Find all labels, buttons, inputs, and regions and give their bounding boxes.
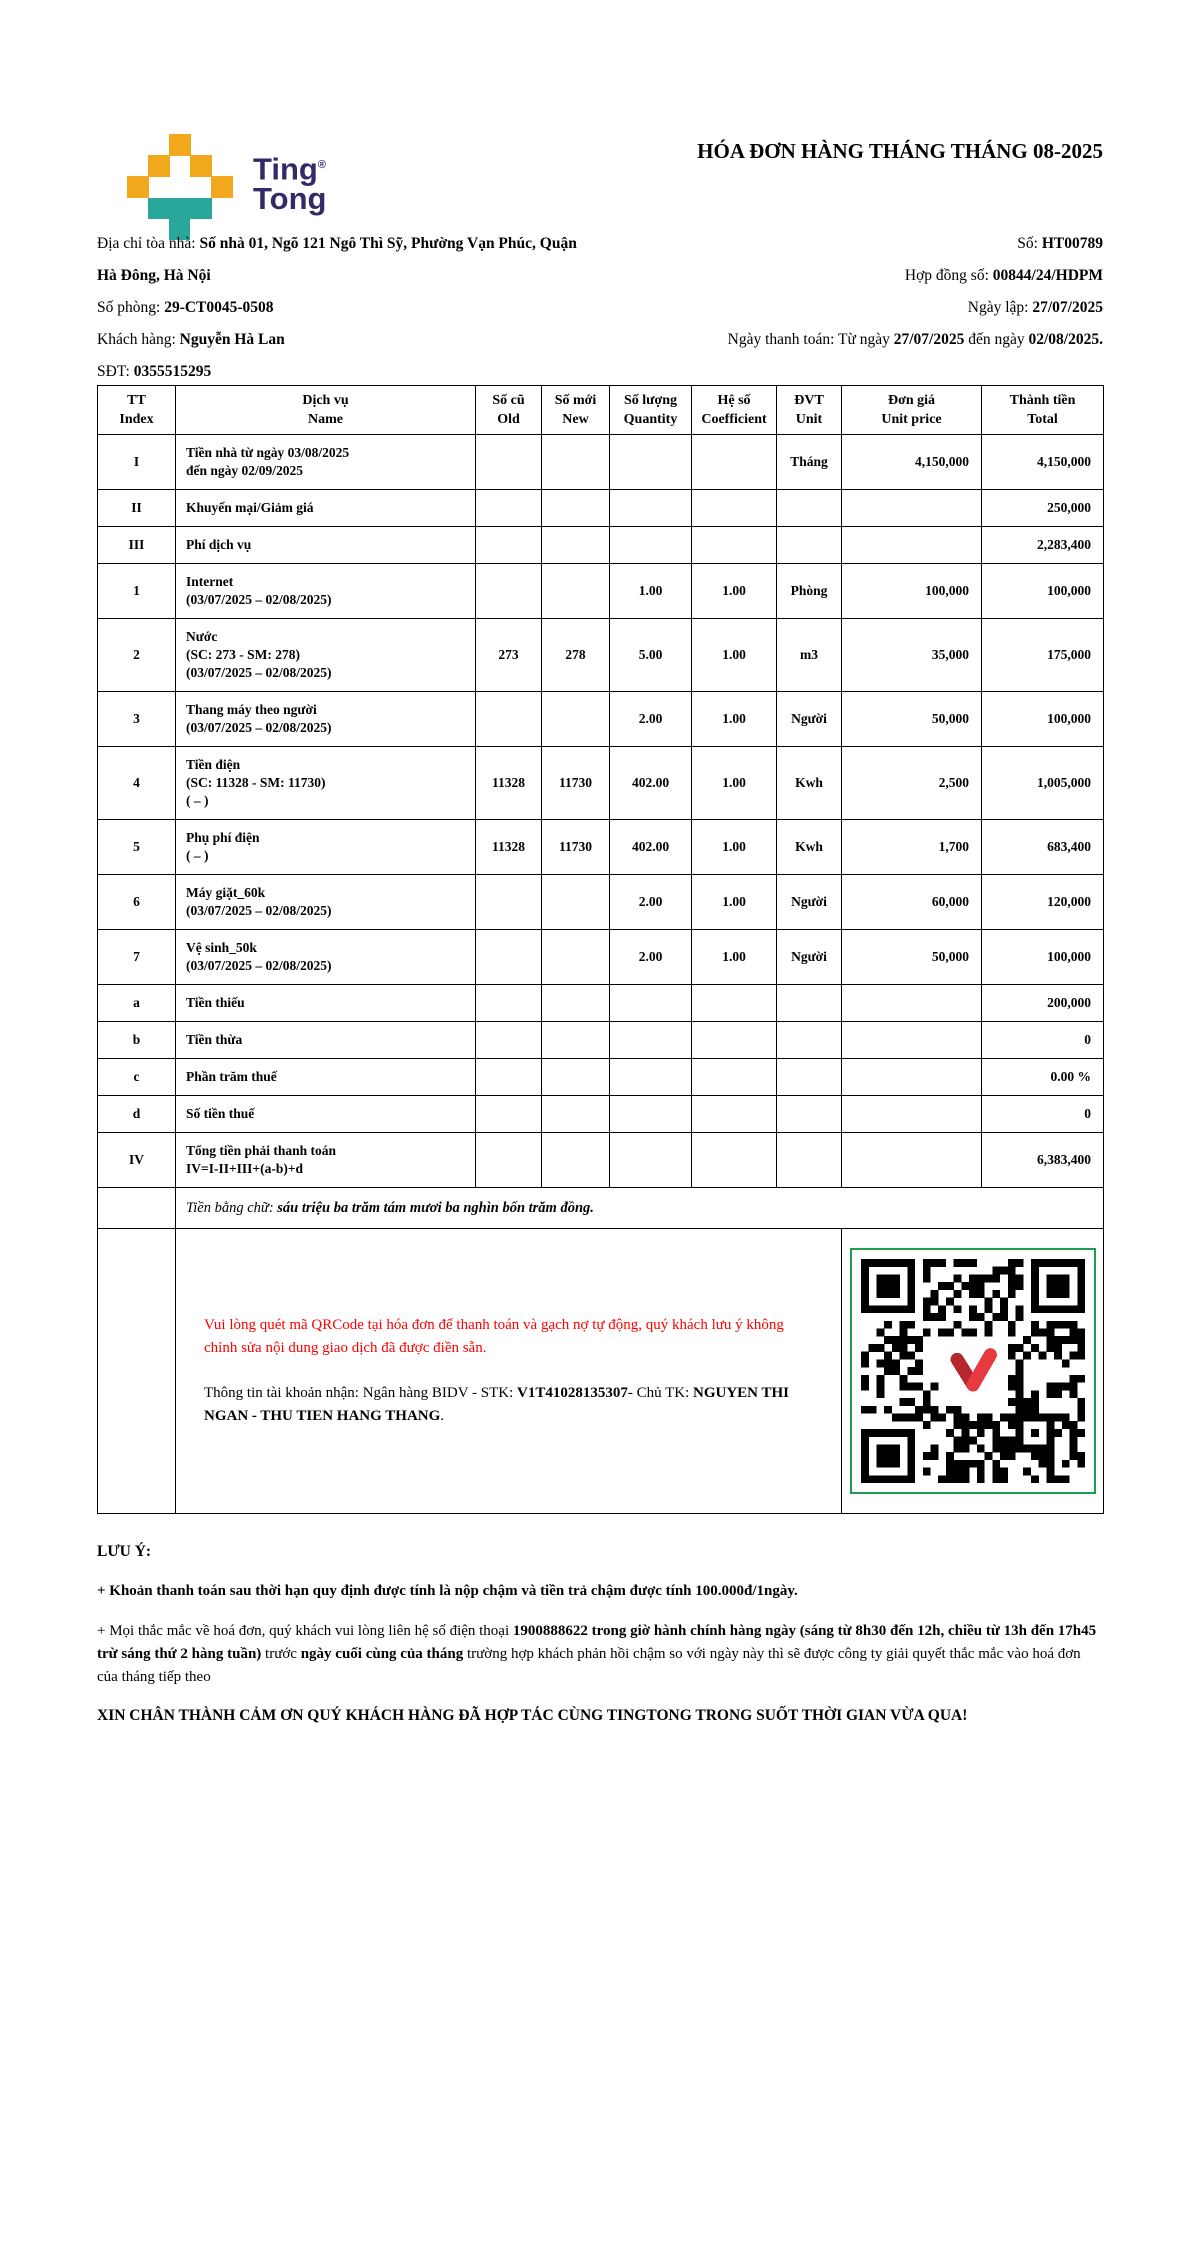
cell-new-reading — [542, 1096, 610, 1133]
cell-coefficient: 1.00 — [692, 820, 777, 875]
cell-unit — [777, 1022, 842, 1059]
meta-line — [608, 324, 1103, 356]
cell-service-name — [176, 1133, 476, 1188]
cell-old-reading — [476, 435, 542, 490]
cell-coefficient — [692, 985, 777, 1022]
qr-code-image — [861, 1259, 1085, 1483]
cell-quantity — [610, 1096, 692, 1133]
cell-unit: Người — [777, 875, 842, 930]
cell-unit: Tháng — [777, 435, 842, 490]
service-name-line: ( – ) — [186, 848, 209, 863]
cell-quantity — [610, 527, 692, 564]
table-row — [98, 1022, 1104, 1059]
cell-coefficient: 1.00 — [692, 692, 777, 747]
cell-old-reading — [476, 1022, 542, 1059]
meta-line — [97, 228, 587, 292]
cell-unit — [777, 1133, 842, 1188]
table-header-row — [98, 386, 1104, 435]
cell-unit-price — [842, 985, 982, 1022]
cell-unit — [777, 490, 842, 527]
column-header-line: Số cũ — [492, 393, 525, 408]
column-header — [610, 386, 692, 435]
text-segment: SĐT: — [97, 363, 134, 380]
cell-unit: Người — [777, 692, 842, 747]
text-segment: Ngày thanh toán: Từ ngày — [727, 331, 894, 348]
table-row — [98, 564, 1104, 619]
cell-quantity: 5.00 — [610, 619, 692, 692]
column-header — [176, 386, 476, 435]
notes-section — [97, 1540, 1103, 1727]
service-name-line: Khuyến mại/Giảm giá — [186, 500, 314, 515]
column-header — [777, 386, 842, 435]
text-segment: Số nhà 01, Ngõ 121 Ngô Thì Sỹ, Phường Vạn Phúc, Quận Hà Đông, Hà Nội — [97, 235, 577, 284]
thanks-note: XIN CHÂN THÀNH CẢM ƠN QUÝ KHÁCH HÀNG ĐÃ HỢP TÁC CÙNG TINGTONG TRONG SUỐT THỜI GIAN VỪA QUA! — [97, 1707, 968, 1724]
cell-old-reading — [476, 490, 542, 527]
payment-qr-code — [850, 1248, 1096, 1494]
cell-index: b — [98, 1022, 176, 1059]
meta-line — [608, 292, 1103, 324]
cell-unit: Người — [777, 930, 842, 985]
cell-unit-price — [842, 527, 982, 564]
column-header-line: Thành tiền — [1009, 393, 1076, 408]
cell-coefficient — [692, 1059, 777, 1096]
cell-coefficient: 1.00 — [692, 619, 777, 692]
cell-new-reading — [542, 564, 610, 619]
cell-old-reading — [476, 1059, 542, 1096]
cell-unit-price: 35,000 — [842, 619, 982, 692]
column-header — [98, 386, 176, 435]
cell-coefficient — [692, 1022, 777, 1059]
cell-total: 200,000 — [982, 985, 1104, 1022]
text-segment: - Chủ TK: — [627, 1385, 694, 1401]
service-name-line: IV=I-II+III+(a-b)+d — [186, 1161, 304, 1176]
cell-total: 1,005,000 — [982, 747, 1104, 820]
cell-service-name — [176, 564, 476, 619]
cell-coefficient: 1.00 — [692, 930, 777, 985]
cell-new-reading: 11730 — [542, 820, 610, 875]
text-segment: 1900888622 trong giờ hành chính hàng ngày (sáng từ 8h30 đến 12h, chiều từ 13h đến 17h45 trừ sáng thứ 2 hàng tuần) — [97, 1623, 1097, 1662]
meta-line — [97, 324, 587, 356]
cell-service-name — [176, 619, 476, 692]
logo-square — [148, 155, 170, 177]
cell-service-name — [176, 875, 476, 930]
table-row — [98, 930, 1104, 985]
account-info — [204, 1382, 811, 1428]
text-segment: Nguyễn Hà Lan — [179, 331, 285, 348]
meta-line — [608, 228, 1103, 260]
cell-quantity — [610, 490, 692, 527]
empty-cell — [98, 1188, 176, 1229]
cell-coefficient: 1.00 — [692, 747, 777, 820]
cell-quantity: 402.00 — [610, 820, 692, 875]
cell-unit-price: 1,700 — [842, 820, 982, 875]
logo-square — [211, 176, 233, 198]
cell-quantity — [610, 435, 692, 490]
service-name-line: ( – ) — [186, 793, 209, 808]
service-name-line: Máy giặt_60k — [186, 885, 266, 900]
invoice-info — [608, 228, 1103, 388]
meta-line — [608, 260, 1103, 292]
service-name-line: (03/07/2025 – 02/08/2025) — [186, 720, 332, 735]
service-name-line: Phí dịch vụ — [186, 537, 252, 552]
cell-total: 100,000 — [982, 930, 1104, 985]
amount-in-words-cell — [176, 1188, 1104, 1229]
logo-bar — [148, 198, 212, 219]
text-segment: NGUYEN THI NGAN - THU TIEN HANG THANG — [204, 1385, 790, 1424]
cell-total: 683,400 — [982, 820, 1104, 875]
cell-unit-price — [842, 1096, 982, 1133]
service-name-line: (SC: 11328 - SM: 11730) — [186, 775, 326, 790]
cell-service-name — [176, 490, 476, 527]
service-name-line: (SC: 273 - SM: 278) — [186, 647, 300, 662]
amount-in-words-value: sáu triệu ba trăm tám mươi ba nghìn bốn trăm đồng. — [277, 1200, 594, 1216]
column-header-line: Số lượng — [623, 393, 678, 408]
cell-new-reading — [542, 490, 610, 527]
cell-index: c — [98, 1059, 176, 1096]
cell-unit-price: 4,150,000 — [842, 435, 982, 490]
table-row — [98, 985, 1104, 1022]
cell-new-reading: 278 — [542, 619, 610, 692]
cell-service-name — [176, 930, 476, 985]
cell-old-reading — [476, 564, 542, 619]
cell-new-reading — [542, 1022, 610, 1059]
text-segment: V1T41028135307 — [517, 1385, 628, 1401]
empty-cell — [98, 1229, 176, 1514]
logo-square — [169, 134, 191, 156]
cell-quantity: 1.00 — [610, 564, 692, 619]
cell-new-reading — [542, 435, 610, 490]
cell-coefficient — [692, 1096, 777, 1133]
cell-old-reading — [476, 985, 542, 1022]
table-row — [98, 875, 1104, 930]
registered-mark-icon: ® — [317, 159, 326, 171]
table-row — [98, 747, 1104, 820]
cell-quantity: 2.00 — [610, 692, 692, 747]
cell-service-name — [176, 1096, 476, 1133]
column-header-line: Total — [1027, 412, 1058, 427]
text-segment: 00844/24/HDPM — [992, 267, 1103, 284]
cell-coefficient: 1.00 — [692, 564, 777, 619]
cell-quantity — [610, 1022, 692, 1059]
column-header-line: Name — [308, 412, 343, 427]
cell-unit: m3 — [777, 619, 842, 692]
cell-unit-price — [842, 1133, 982, 1188]
table-row — [98, 1133, 1104, 1188]
text-segment: Địa chỉ tòa nhà: — [97, 235, 200, 252]
invoice-meta — [97, 228, 1103, 388]
service-name-line: Số tiền thuế — [186, 1106, 255, 1121]
text-segment: . — [440, 1408, 445, 1424]
column-header-line: Đơn giá — [887, 393, 936, 408]
invoice-table — [97, 385, 1104, 1514]
service-name-line: Phần trăm thuế — [186, 1069, 277, 1084]
column-header-line: Dịch vụ — [302, 393, 349, 408]
cell-total: 120,000 — [982, 875, 1104, 930]
cell-quantity: 2.00 — [610, 875, 692, 930]
cell-service-name — [176, 692, 476, 747]
service-name-line: Vệ sinh_50k — [186, 940, 257, 955]
cell-coefficient — [692, 490, 777, 527]
text-segment: 0355515295 — [133, 363, 212, 380]
cell-service-name — [176, 527, 476, 564]
tingtong-logo-icon — [127, 134, 233, 240]
text-segment: 29-CT0045-0508 — [164, 299, 274, 316]
cell-new-reading — [542, 692, 610, 747]
column-header-line: Hệ số — [717, 393, 751, 408]
text-segment: Khách hàng: — [97, 331, 180, 348]
cell-unit — [777, 1096, 842, 1133]
table-row — [98, 490, 1104, 527]
table-row — [98, 820, 1104, 875]
cell-unit-price: 50,000 — [842, 692, 982, 747]
column-header-line: Quantity — [623, 412, 678, 427]
cell-old-reading — [476, 930, 542, 985]
cell-service-name — [176, 1059, 476, 1096]
cell-new-reading — [542, 930, 610, 985]
service-name-line: đến ngày 02/09/2025 — [186, 463, 304, 478]
payment-instructions-cell — [176, 1229, 842, 1514]
cell-index: 1 — [98, 564, 176, 619]
contact-note — [97, 1620, 1103, 1689]
table-row — [98, 1096, 1104, 1133]
cell-new-reading: 11730 — [542, 747, 610, 820]
cell-unit-price: 60,000 — [842, 875, 982, 930]
invoice-content — [97, 0, 1103, 2259]
column-header-line: New — [562, 412, 589, 427]
qr-cell — [842, 1229, 1104, 1514]
invoice-title: HÓA ĐƠN HÀNG THÁNG THÁNG 08-2025 — [697, 139, 1103, 163]
qr-payment-note: Vui lòng quét mã QRCode tại hóa đơn để thanh toán và gạch nợ tự động, quý khách lưu ý không chỉnh sửa nội dung giao dịch đã được điền sẵn. — [204, 1317, 784, 1356]
cell-old-reading — [476, 692, 542, 747]
column-header-line: Index — [119, 412, 154, 427]
text-segment: đến ngày — [964, 331, 1029, 348]
logo-word-ting: Ting — [253, 151, 318, 187]
company-logo — [127, 134, 326, 240]
text-segment: Ngày lập: — [967, 299, 1033, 316]
cell-service-name — [176, 1022, 476, 1059]
amount-in-words-row — [98, 1188, 1104, 1229]
text-segment: Thông tin tài khoản nhận: Ngân hàng BIDV - STK: — [204, 1385, 518, 1401]
text-segment: 27/07/2025 — [893, 331, 965, 348]
cell-new-reading — [542, 527, 610, 564]
text-segment: + Mọi thắc mắc về hoá đơn, quý khách vui lòng liên hệ số điện thoại — [97, 1623, 513, 1639]
cell-unit-price: 50,000 — [842, 930, 982, 985]
cell-unit-price: 2,500 — [842, 747, 982, 820]
cell-total: 175,000 — [982, 619, 1104, 692]
cell-unit — [777, 1059, 842, 1096]
amount-in-words-label: Tiền bằng chữ: — [186, 1200, 278, 1216]
text-segment: trước — [261, 1646, 301, 1662]
service-name-line: Tiền thừa — [186, 1032, 243, 1047]
cell-index: II — [98, 490, 176, 527]
cell-new-reading — [542, 1059, 610, 1096]
column-header — [542, 386, 610, 435]
cell-total: 100,000 — [982, 564, 1104, 619]
cell-index: d — [98, 1096, 176, 1133]
text-segment: 02/08/2025. — [1028, 331, 1103, 348]
notes-heading: LƯU Ý: — [97, 1543, 152, 1560]
cell-coefficient — [692, 1133, 777, 1188]
text-segment: trường hợp khách phản hồi chậm so với ngày này thì sẽ được công ty giải quyết thắc mắc vào hoá đơn của tháng tiếp theo — [97, 1646, 1081, 1685]
text-segment: Số phòng: — [97, 299, 165, 316]
table-row — [98, 619, 1104, 692]
late-fee-note: + Khoản thanh toán sau thời hạn quy định được tính là nộp chậm và tiền trả chậm được tính 100.000đ/1ngày. — [97, 1583, 798, 1599]
cell-old-reading: 273 — [476, 619, 542, 692]
table-row — [98, 527, 1104, 564]
qr-row — [98, 1229, 1104, 1514]
service-name-line: Tiền nhà từ ngày 03/08/2025 — [186, 445, 350, 460]
column-header-line: ĐVT — [794, 393, 824, 408]
cell-service-name — [176, 985, 476, 1022]
table-row — [98, 435, 1104, 490]
meta-line — [97, 356, 587, 388]
column-header — [842, 386, 982, 435]
cell-coefficient: 1.00 — [692, 875, 777, 930]
column-header — [982, 386, 1104, 435]
column-header-line: Số mới — [554, 393, 597, 408]
cell-total: 250,000 — [982, 490, 1104, 527]
cell-unit: Kwh — [777, 820, 842, 875]
cell-quantity — [610, 985, 692, 1022]
cell-quantity — [610, 1059, 692, 1096]
cell-index: 2 — [98, 619, 176, 692]
cell-unit: Phòng — [777, 564, 842, 619]
building-info — [97, 228, 587, 388]
cell-index: 4 — [98, 747, 176, 820]
service-name-line: (03/07/2025 – 02/08/2025) — [186, 958, 332, 973]
cell-new-reading — [542, 985, 610, 1022]
text-segment: 27/07/2025 — [1032, 299, 1103, 316]
text-segment: HT00789 — [1041, 235, 1103, 252]
cell-old-reading: 11328 — [476, 820, 542, 875]
cell-old-reading — [476, 1096, 542, 1133]
column-header-line: Unit — [795, 412, 823, 427]
service-name-line: Tiền thiếu — [186, 995, 245, 1010]
cell-index: 5 — [98, 820, 176, 875]
service-name-line: (03/07/2025 – 02/08/2025) — [186, 903, 332, 918]
cell-index: 7 — [98, 930, 176, 985]
cell-index: a — [98, 985, 176, 1022]
service-name-line: Internet — [186, 574, 234, 589]
cell-unit: Kwh — [777, 747, 842, 820]
table-row — [98, 692, 1104, 747]
cell-unit-price — [842, 1022, 982, 1059]
service-name-line: Nước — [186, 629, 218, 644]
cell-old-reading — [476, 527, 542, 564]
cell-total: 0.00 % — [982, 1059, 1104, 1096]
column-header-line: Old — [497, 412, 520, 427]
cell-unit — [777, 985, 842, 1022]
logo-word-tong: Tong — [253, 181, 327, 217]
cell-index: 6 — [98, 875, 176, 930]
cell-new-reading — [542, 875, 610, 930]
cell-old-reading: 11328 — [476, 747, 542, 820]
cell-unit-price: 100,000 — [842, 564, 982, 619]
cell-index: 3 — [98, 692, 176, 747]
cell-service-name — [176, 435, 476, 490]
text-segment: Hợp đồng số: — [904, 267, 993, 284]
column-header-line: TT — [127, 393, 146, 408]
cell-unit — [777, 527, 842, 564]
service-name-line: (03/07/2025 – 02/08/2025) — [186, 665, 332, 680]
service-name-line: Thang máy theo người — [186, 702, 317, 717]
logo-square — [127, 176, 149, 198]
cell-coefficient — [692, 527, 777, 564]
cell-total: 6,383,400 — [982, 1133, 1104, 1188]
service-name-line: Tổng tiền phải thanh toán — [186, 1143, 337, 1158]
cell-total: 100,000 — [982, 692, 1104, 747]
cell-total: 0 — [982, 1022, 1104, 1059]
column-header-line: Unit price — [881, 412, 942, 427]
column-header-line: Coefficient — [701, 412, 767, 427]
meta-line — [97, 292, 587, 324]
cell-new-reading — [542, 1133, 610, 1188]
cell-total: 2,283,400 — [982, 527, 1104, 564]
cell-quantity — [610, 1133, 692, 1188]
column-header — [692, 386, 777, 435]
cell-service-name — [176, 747, 476, 820]
cell-quantity: 2.00 — [610, 930, 692, 985]
cell-coefficient — [692, 435, 777, 490]
logo-wordmark — [253, 150, 326, 240]
cell-total: 4,150,000 — [982, 435, 1104, 490]
cell-index: III — [98, 527, 176, 564]
cell-quantity: 402.00 — [610, 747, 692, 820]
cell-old-reading — [476, 1133, 542, 1188]
cell-total: 0 — [982, 1096, 1104, 1133]
cell-service-name — [176, 820, 476, 875]
cell-unit-price — [842, 1059, 982, 1096]
table-row — [98, 1059, 1104, 1096]
logo-square — [190, 155, 212, 177]
column-header — [476, 386, 542, 435]
text-segment: ngày cuối cùng của tháng — [300, 1646, 464, 1662]
text-segment: Số: — [1017, 235, 1042, 252]
cell-unit-price — [842, 490, 982, 527]
service-name-line: (03/07/2025 – 02/08/2025) — [186, 592, 332, 607]
cell-index: IV — [98, 1133, 176, 1188]
cell-index: I — [98, 435, 176, 490]
service-name-line: Tiền điện — [186, 757, 241, 772]
service-name-line: Phụ phí điện — [186, 830, 260, 845]
cell-old-reading — [476, 875, 542, 930]
